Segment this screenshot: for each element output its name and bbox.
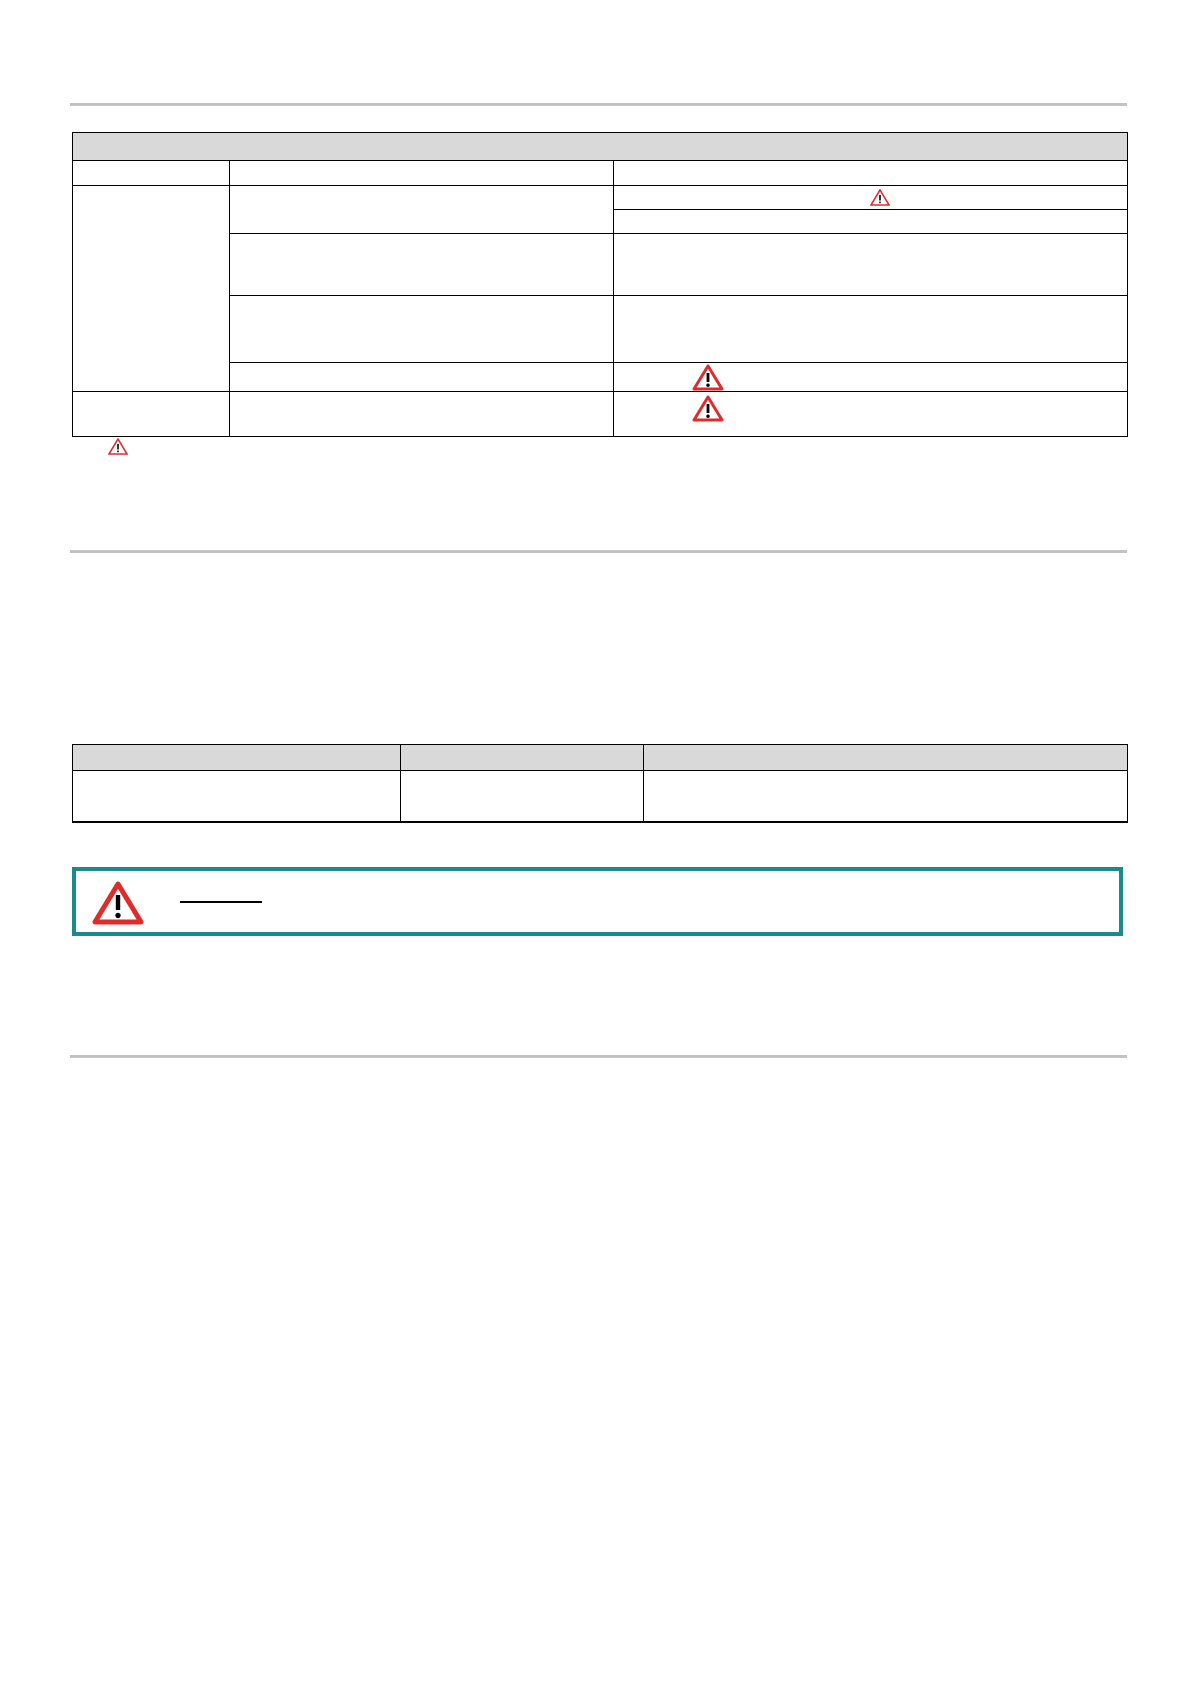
table-cell	[614, 234, 1128, 296]
table-cell	[401, 771, 644, 822]
table-cell	[644, 771, 1128, 822]
warning-callout	[72, 867, 1123, 936]
table-row	[73, 363, 1128, 392]
table-cell	[230, 161, 614, 186]
table-cell	[230, 296, 614, 363]
section-rule-middle	[70, 550, 1127, 553]
table-header-row	[73, 133, 1128, 161]
warning-exclamation-icon	[692, 395, 724, 422]
table-row	[73, 296, 1128, 363]
table-cell	[230, 392, 614, 437]
table-cell	[614, 186, 1128, 210]
table-cell	[73, 392, 230, 437]
table-row	[73, 234, 1128, 296]
table-cell	[614, 363, 1128, 392]
warning-exclamation-icon	[692, 364, 724, 391]
table-column-header-row	[73, 161, 1128, 186]
table-row	[73, 771, 1128, 822]
section-rule-top	[70, 103, 1127, 106]
table-row	[73, 186, 1128, 210]
table-header-row	[73, 745, 1128, 771]
warning-triangle-icon	[108, 438, 128, 455]
table-cell	[73, 771, 401, 822]
table-cell	[614, 296, 1128, 363]
specification-table	[72, 132, 1128, 437]
parameter-table	[72, 744, 1128, 823]
table-header-cell	[401, 745, 644, 771]
warning-exclamation-icon	[92, 881, 144, 925]
warning-triangle-icon	[870, 189, 890, 206]
table-cell	[73, 161, 230, 186]
table-cell	[614, 210, 1128, 234]
callout-heading-underline	[180, 901, 262, 903]
table-title-cell	[73, 133, 1128, 161]
table-row	[73, 392, 1128, 437]
section-rule-bottom	[70, 1055, 1127, 1058]
table-group-cell	[73, 186, 230, 392]
table-cell	[230, 363, 614, 392]
table-header-cell	[73, 745, 401, 771]
table-cell	[230, 186, 614, 234]
table-cell	[230, 234, 614, 296]
table-header-cell	[644, 745, 1128, 771]
table-cell	[614, 161, 1128, 186]
table-cell	[614, 392, 1128, 437]
